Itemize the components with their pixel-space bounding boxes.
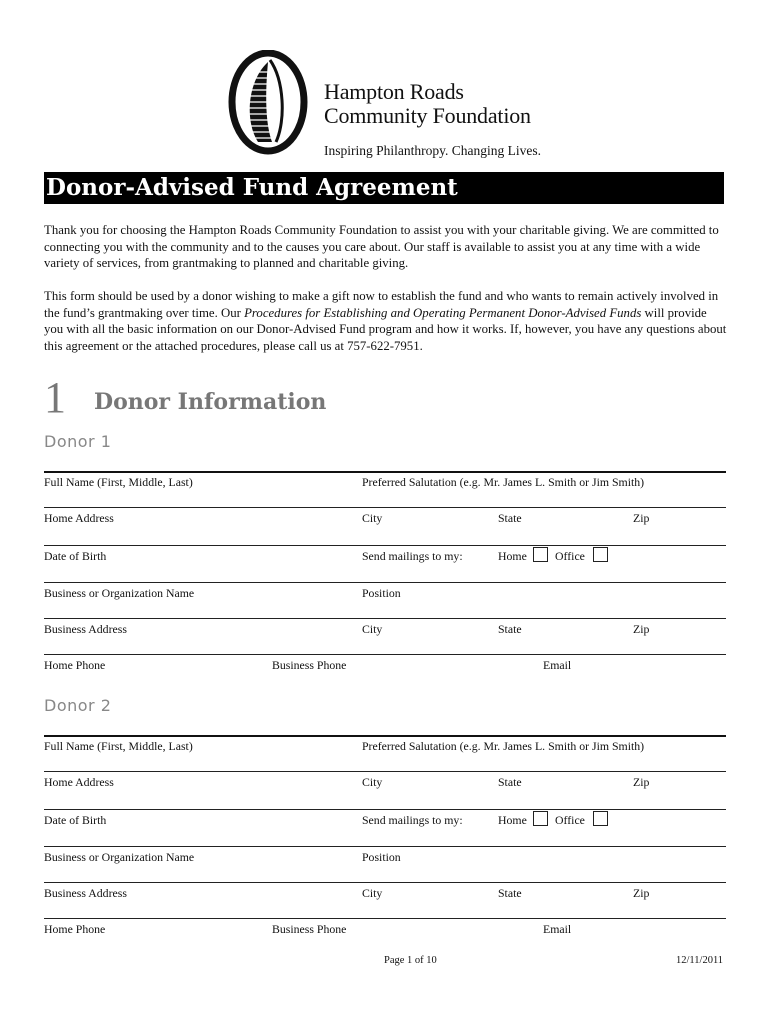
home-phone-field[interactable]: Home Phone xyxy=(44,658,106,672)
business-city-field[interactable]: City xyxy=(362,622,383,636)
donor-2-heading: Donor 2 xyxy=(44,696,112,715)
office-option-label: Office xyxy=(555,549,585,563)
city-field[interactable]: City xyxy=(362,775,383,789)
email-field[interactable]: Email xyxy=(543,922,572,936)
business-state-field[interactable]: State xyxy=(498,886,522,900)
business-address-field[interactable]: Business Address xyxy=(44,622,127,636)
page-number: Page 1 of 10 xyxy=(384,955,437,966)
donor-1-heading: Donor 1 xyxy=(44,432,112,451)
section-title: Donor Information xyxy=(94,389,327,415)
document-date: 12/11/2011 xyxy=(676,955,724,966)
city-field[interactable]: City xyxy=(362,511,383,525)
home-checkbox[interactable] xyxy=(533,811,548,826)
divider xyxy=(44,771,726,772)
divider xyxy=(44,471,726,473)
business-state-field[interactable]: State xyxy=(498,622,522,636)
office-checkbox[interactable] xyxy=(593,547,608,562)
state-field[interactable]: State xyxy=(498,775,522,789)
date-of-birth-field[interactable]: Date of Birth xyxy=(44,549,107,563)
home-phone-field[interactable]: Home Phone xyxy=(44,922,106,936)
home-address-field[interactable]: Home Address xyxy=(44,511,114,525)
org-logo xyxy=(228,50,548,160)
org-name xyxy=(324,80,531,128)
org-name-line2: Community Foundation xyxy=(324,103,531,128)
date-of-birth-field[interactable]: Date of Birth xyxy=(44,813,107,827)
sail-logo-icon xyxy=(228,50,308,155)
business-name-field[interactable]: Business or Organization Name xyxy=(44,586,195,600)
divider xyxy=(44,545,726,546)
org-tagline: Inspiring Philanthropy. Changing Lives. xyxy=(324,143,541,158)
full-name-field[interactable]: Full Name (First, Middle, Last) xyxy=(44,739,193,753)
divider xyxy=(44,735,726,737)
salutation-field[interactable]: Preferred Salutation (e.g. Mr. James L. Smith or Jim Smith) xyxy=(362,475,645,489)
business-city-field[interactable]: City xyxy=(362,886,383,900)
divider xyxy=(44,918,726,919)
send-mailings-label: Send mailings to my: xyxy=(362,813,463,827)
office-option-label: Office xyxy=(555,813,585,827)
business-phone-field[interactable]: Business Phone xyxy=(272,922,347,936)
business-zip-field[interactable]: Zip xyxy=(633,622,650,636)
home-address-field[interactable]: Home Address xyxy=(44,775,114,789)
office-checkbox[interactable] xyxy=(593,811,608,826)
divider xyxy=(44,809,726,810)
position-field[interactable]: Position xyxy=(362,586,401,600)
zip-field[interactable]: Zip xyxy=(633,511,650,525)
salutation-field[interactable]: Preferred Salutation (e.g. Mr. James L. Smith or Jim Smith) xyxy=(362,739,645,753)
home-option-label: Home xyxy=(498,549,527,563)
procedures-title: Procedures for Establishing and Operating Permanent Donor-Advised Funds xyxy=(244,305,642,320)
full-name-field[interactable]: Full Name (First, Middle, Last) xyxy=(44,475,193,489)
divider xyxy=(44,582,726,583)
state-field[interactable]: State xyxy=(498,511,522,525)
intro-paragraph-2-text-b: will provide you with all the basic information on our Donor-Advised Fund program and how it works. If, however, you have any questions about this agreement or the attached procedures, please call us at 757-622-7951. xyxy=(44,305,727,353)
org-name-line1: Hampton Roads xyxy=(324,79,464,104)
business-phone-field[interactable]: Business Phone xyxy=(272,658,347,672)
section-number: 1 xyxy=(44,373,66,422)
send-mailings-label: Send mailings to my: xyxy=(362,549,463,563)
email-field[interactable]: Email xyxy=(543,658,572,672)
home-option-label: Home xyxy=(498,813,527,827)
intro-paragraph-2-text-a: This form should be used by a donor wishing to make a gift now to establish the fund and who wants to remain actively involved in the fund’s grantmaking over time. Our xyxy=(44,289,719,320)
intro-paragraph-1: Thank you for choosing the Hampton Roads Community Foundation to assist you with your charitable giving. We are committed to connecting you with the community and to the causes you care about. Our staff is available to assist you at any time with a wide variety of services, from grantmaking to planned and charitable giving. xyxy=(44,223,719,271)
business-address-field[interactable]: Business Address xyxy=(44,886,127,900)
document-title: Donor-Advised Fund Agreement xyxy=(44,172,724,204)
business-name-field[interactable]: Business or Organization Name xyxy=(44,850,195,864)
divider xyxy=(44,618,726,619)
home-checkbox[interactable] xyxy=(533,547,548,562)
position-field[interactable]: Position xyxy=(362,850,401,864)
intro-paragraph-2 xyxy=(44,288,728,354)
business-zip-field[interactable]: Zip xyxy=(633,886,650,900)
zip-field[interactable]: Zip xyxy=(633,775,650,789)
divider xyxy=(44,507,726,508)
divider xyxy=(44,654,726,655)
divider xyxy=(44,846,726,847)
divider xyxy=(44,882,726,883)
